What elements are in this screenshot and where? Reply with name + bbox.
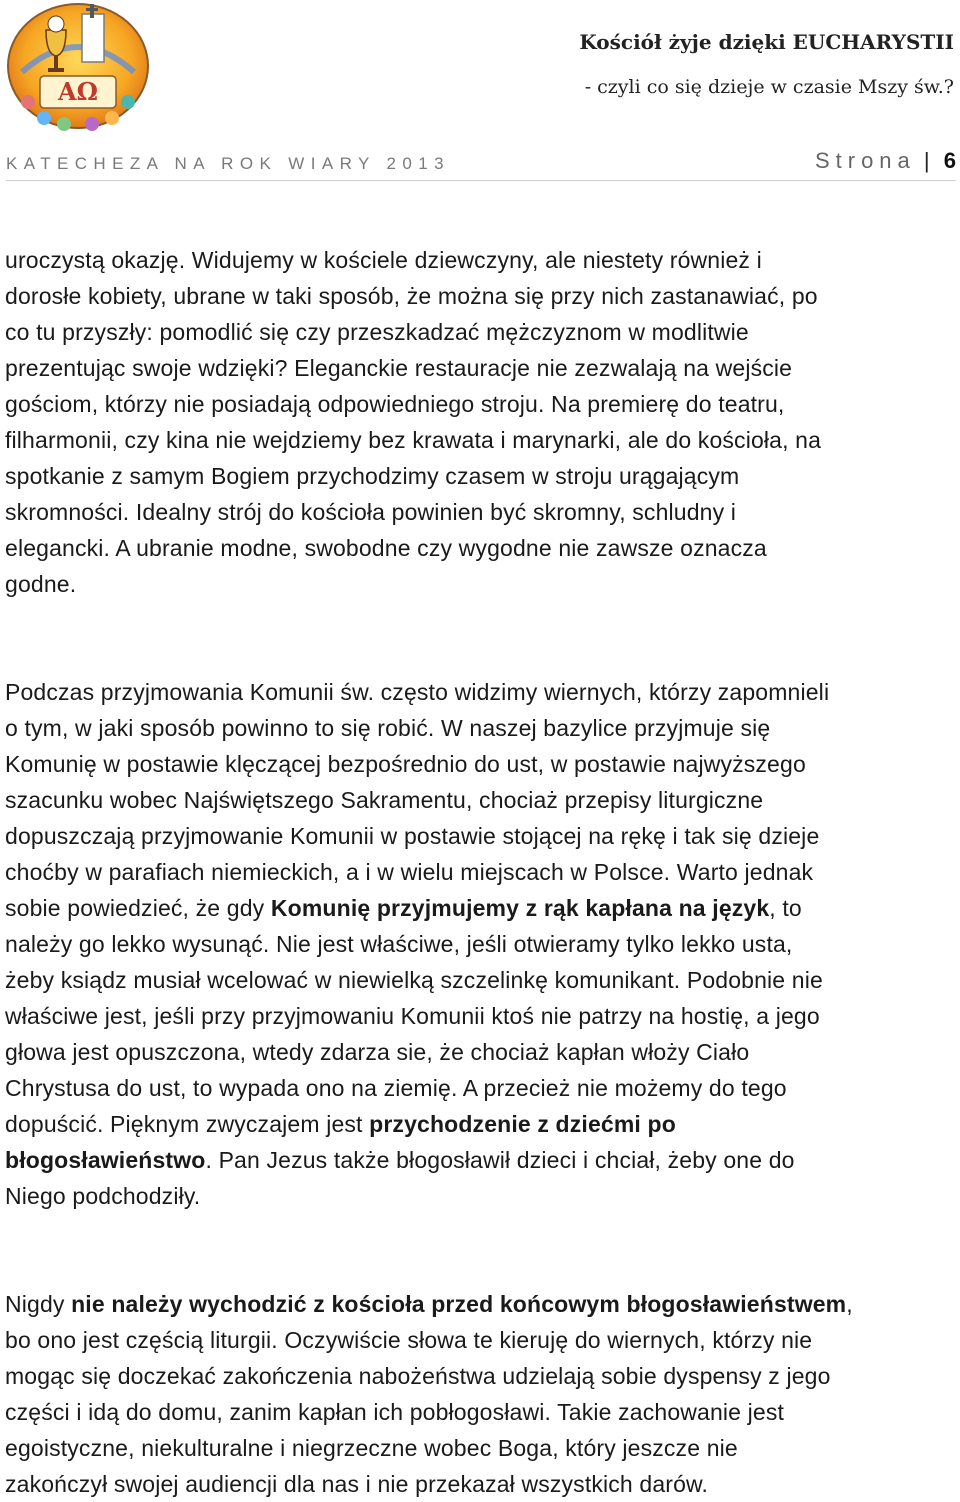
text-run: dorosłe kobiety, ubrane w taki sposób, że można się przy nich zastanawiać, po	[5, 283, 818, 309]
bold-text: błogosławieństwo	[5, 1147, 206, 1173]
running-head-text: KATECHEZA NA ROK WIARY 2013	[6, 154, 450, 173]
text-run: głowa jest opuszczona, wtedy zdarza sie, że chociaż kapłan włoży Ciało	[5, 1039, 750, 1065]
text-run: co tu przyszły: pomodlić się czy przeszkadzać mężczyznom w modlitwie	[5, 319, 749, 345]
text-run: uroczystą okazję. Widujemy w kościele dziewczyny, ale niestety również i	[5, 247, 762, 273]
text-run: o tym, w jaki sposób powinno to się robić. W naszej bazylice przyjmuje się	[5, 715, 771, 741]
church-logo-icon	[4, 2, 154, 134]
document-subtitle: - czyli co się dzieje w czasie Mszy św.?	[584, 76, 954, 98]
text-run: filharmonii, czy kina nie wejdziemy bez krawata i marynarki, ale do kościoła, na	[5, 427, 822, 453]
text-run: sobie powiedzieć, że gdy	[5, 895, 271, 921]
text-run: właściwe jest, jeśli przy przyjmowaniu Komunii ktoś nie patrzy na hostię, a jego	[5, 1003, 820, 1029]
text-line	[5, 350, 957, 386]
page-word: Strona	[814, 148, 916, 173]
text-run: bo ono jest częścią liturgii. Oczywiście słowa te kieruję do wiernych, którzy nie	[5, 1327, 813, 1353]
text-line	[5, 1070, 957, 1106]
document-title: Kościół żyje dzięki EUCHARYSTII	[579, 30, 954, 54]
text-run: części i idą do domu, zanim kapłan ich pobłogosławi. Takie zachowanie jest	[5, 1399, 785, 1425]
text-line	[5, 1106, 957, 1142]
text-line	[5, 1358, 957, 1394]
text-run: dopuścić. Pięknym zwyczajem jest	[5, 1111, 370, 1137]
text-line	[5, 566, 957, 602]
text-run: gościom, którzy nie posiadają odpowiedniego stroju. Na premierę do teatru,	[5, 391, 785, 417]
paragraph	[5, 1286, 957, 1502]
page-separator: |	[923, 148, 930, 173]
text-line	[5, 242, 957, 278]
page-number: 6	[943, 148, 956, 173]
text-run: należy go lekko wysunąć. Nie jest właściwe, jeśli otwieramy tylko lekko usta,	[5, 931, 793, 957]
text-line	[5, 1142, 957, 1178]
text-line	[5, 422, 957, 458]
text-run: egoistyczne, niekulturalne i niegrzeczne wobec Boga, który jeszcze nie	[5, 1435, 738, 1461]
text-line	[5, 926, 957, 962]
text-run: Nigdy	[5, 1291, 72, 1317]
text-run: prezentując swoje wdzięki? Eleganckie restauracje nie zezwalają na wejście	[5, 355, 793, 381]
text-run: Komunię w postawie klęczącej bezpośrednio do ust, w postawie najwyższego	[5, 751, 806, 777]
text-run: dopuszczają przyjmowanie Komunii w postawie stojącej na rękę i tak się dzieje	[5, 823, 820, 849]
body-text	[5, 242, 957, 1502]
text-run: Niego podchodziły.	[5, 1183, 201, 1209]
page-indicator	[815, 148, 956, 174]
text-line	[5, 890, 957, 926]
text-line	[5, 314, 957, 350]
text-line	[5, 278, 957, 314]
text-run: godne.	[5, 571, 77, 597]
text-line	[5, 1466, 957, 1502]
text-line	[5, 1394, 957, 1430]
text-line	[5, 710, 957, 746]
text-line	[5, 530, 957, 566]
paragraph	[5, 674, 957, 1214]
running-header	[6, 150, 956, 181]
text-run: spotkanie z samym Bogiem przychodzimy czasem w stroju urągającym	[5, 463, 740, 489]
text-line	[5, 854, 957, 890]
text-run: żeby ksiądz musiał wcelować w niewielką szczelinkę komunikant. Podobnie nie	[5, 967, 823, 993]
text-line	[5, 386, 957, 422]
text-line	[5, 746, 957, 782]
text-line	[5, 998, 957, 1034]
text-run: Podczas przyjmowania Komunii św. często widzimy wiernych, którzy zapomnieli	[5, 679, 830, 705]
text-run: , to	[769, 895, 802, 921]
text-line	[5, 962, 957, 998]
text-line	[5, 674, 957, 710]
text-run: szacunku wobec Najświętszego Sakramentu, chociaż przepisy liturgiczne	[5, 787, 764, 813]
text-run: ,	[846, 1291, 853, 1317]
text-line	[5, 494, 957, 530]
text-run: Chrystusa do ust, to wypada ono na ziemię. A przecież nie możemy do tego	[5, 1075, 787, 1101]
text-line	[5, 1286, 957, 1322]
bold-text: nie należy wychodzić z kościoła przed końcowym błogosławieństwem	[71, 1291, 847, 1317]
bold-text: przychodzenie z dziećmi po	[369, 1111, 676, 1137]
text-line	[5, 1034, 957, 1070]
text-line	[5, 1430, 957, 1466]
text-run: zakończył swojej audiencji dla nas i nie przekazał wszystkich darów.	[5, 1471, 709, 1497]
text-line	[5, 782, 957, 818]
text-line	[5, 458, 957, 494]
text-run: . Pan Jezus także błogosławił dzieci i chciał, żeby one do	[205, 1147, 795, 1173]
text-run: skromności. Idealny strój do kościoła powinien być skromny, schludny i	[5, 499, 737, 525]
bold-text: Komunię przyjmujemy z rąk kapłana na język	[270, 895, 770, 921]
paragraph	[5, 242, 957, 602]
text-line	[5, 818, 957, 854]
text-line	[5, 1178, 957, 1214]
text-line	[5, 1322, 957, 1358]
text-run: mogąc się doczekać zakończenia nabożeństwa udzielają sobie dyspensy z jego	[5, 1363, 831, 1389]
text-run: elegancki. A ubranie modne, swobodne czy wygodne nie zawsze oznacza	[5, 535, 767, 561]
text-run: choćby w parafiach niemieckich, a i w wielu miejscach w Polsce. Warto jednak	[5, 859, 814, 885]
svg-text:AΩ: AΩ	[58, 77, 98, 106]
